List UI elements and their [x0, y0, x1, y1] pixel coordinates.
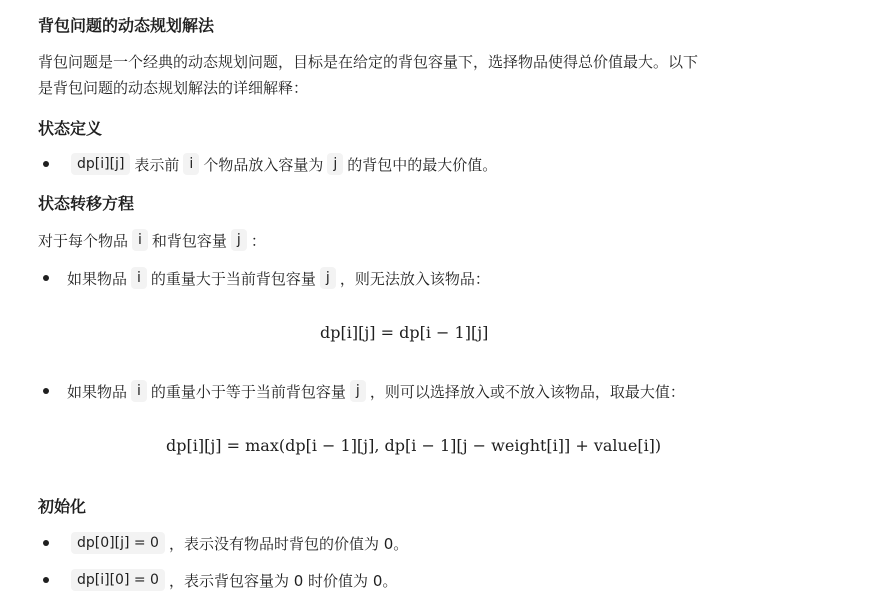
formula-max: dp[i][j] = max(dp[i − 1][j], dp[i − 1][j − weight[i]] + value[i]): [166, 436, 662, 455]
text: 如果物品: [67, 269, 128, 288]
inline-code: j: [327, 153, 343, 175]
list-item-overweight: [43, 267, 490, 289]
text: 如果物品: [67, 382, 128, 401]
intro-line-2: 是背包问题的动态规划解法的详细解释：: [38, 79, 309, 97]
bullet-icon: [43, 577, 49, 583]
text: 对于每个物品: [38, 231, 129, 250]
text: 的重量小于等于当前背包容量: [150, 382, 346, 401]
text: ，表示背包容量为 0 时价值为 0。: [168, 571, 398, 590]
text: 表示前: [134, 155, 180, 174]
inline-code: dp[0][j] = 0: [71, 532, 165, 554]
list-item-state-def: [43, 153, 497, 175]
text: 个物品放入容量为: [203, 155, 324, 174]
text: ，则无法放入该物品：: [339, 269, 490, 288]
transition-lead: [38, 229, 266, 251]
inline-code: j: [231, 229, 247, 251]
list-item-init-zero-capacity: [43, 569, 397, 591]
text: ，则可以选择放入或不放入该物品，取最大值：: [369, 382, 685, 401]
inline-code: i: [183, 153, 199, 175]
inline-code: j: [320, 267, 336, 289]
text: ，表示没有物品时背包的价值为 0。: [168, 534, 409, 553]
bullet-icon: [43, 388, 49, 394]
bullet-icon: [43, 161, 49, 167]
text: ：: [250, 231, 266, 250]
text: 的重量大于当前背包容量: [150, 269, 316, 288]
page-title: 背包问题的动态规划解法: [38, 16, 215, 35]
inline-code: i: [132, 229, 148, 251]
list-item-fits: [43, 380, 685, 402]
inline-code: j: [350, 380, 366, 402]
heading-initialization: 初始化: [38, 497, 87, 516]
heading-state-definition: 状态定义: [38, 119, 103, 138]
heading-transition: 状态转移方程: [38, 194, 135, 213]
bullet-icon: [43, 540, 49, 546]
inline-code: dp[i][0] = 0: [71, 569, 165, 591]
inline-code: dp[i][j]: [71, 153, 130, 175]
bullet-icon: [43, 275, 49, 281]
intro-line-1: 背包问题是一个经典的动态规划问题，目标是在给定的背包容量下，选择物品使得总价值最大。以下: [38, 53, 699, 71]
inline-code: i: [131, 380, 147, 402]
text: 和背包容量: [151, 231, 227, 250]
list-item-init-no-items: [43, 532, 408, 554]
text: 的背包中的最大价值。: [347, 155, 498, 174]
formula-no-take: dp[i][j] = dp[i − 1][j]: [320, 323, 489, 342]
inline-code: i: [131, 267, 147, 289]
